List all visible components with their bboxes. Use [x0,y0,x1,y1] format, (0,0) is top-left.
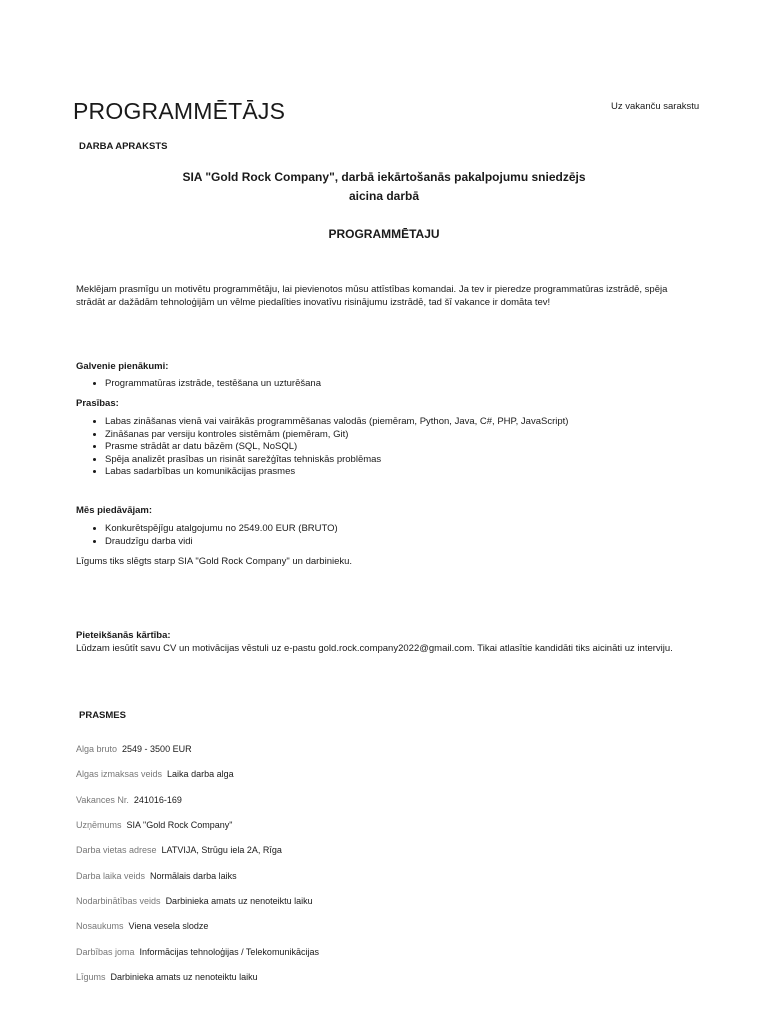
requirement-item: • Prasme strādāt ar datu bāzēm (SQL, NoSQL) [105,441,568,454]
detail-row-salary-type [76,769,234,779]
detail-value: Darbinieka amats uz nenoteiktu laiku [110,972,258,982]
detail-row-workload [76,921,208,931]
detail-value: Informācijas tehnoloģijas / Telekomunikācijas [139,947,319,957]
detail-label: Nodarbinātības veids [76,896,161,906]
detail-label: Alga bruto [76,744,118,754]
detail-row-employment-type [76,896,313,906]
detail-label: Darba vietas adrese [76,845,157,855]
offer-item: • Draudzīgu darba vidi [105,536,338,549]
detail-value: Darbinieka amats uz nenoteiktu laiku [165,896,313,906]
requirement-item: • Spēja analizēt prasības un risināt sarežģītas tehniskās problēmas [105,454,568,467]
duties-list [76,378,321,391]
requirements-label: Prasības: [76,398,119,409]
detail-label: Vakances Nr. [76,795,129,805]
detail-label: Nosaukums [76,921,124,931]
intro-paragraph-line-1: Meklējam prasmīgu un motivētu programmētāju, lai pievienotos mūsu attīstības komandai. Ja tev ir pieredze programmatūras izstrādē, spēja [76,284,668,295]
duty-item: • Programmatūras izstrāde, testēšana un uzturēšana [105,378,321,391]
requirement-item: • Labas zināšanas vienā vai vairākās programmēšanas valodās (piemēram, Python, Java, C#, PHP, JavaScript) [105,416,568,429]
apply-label: Pieteikšanās kārtība: [76,630,171,641]
detail-row-field [76,947,319,957]
detail-row-contract [76,972,258,982]
detail-value: Normālais darba laiks [150,871,237,881]
detail-row-vacancy-number [76,795,182,805]
detail-value: LATVIJA, Strūgu iela 2A, Rīga [161,845,282,855]
detail-row-work-time [76,871,237,881]
detail-row-salary [76,744,192,754]
intro-line-2: aicina darbā [348,189,420,203]
detail-label: Līgums [76,972,106,982]
detail-row-company [76,820,232,830]
skills-heading: PRASMES [79,710,126,721]
detail-value: Viena vesela slodze [128,921,209,931]
detail-label: Darba laika veids [76,871,146,881]
requirement-item: • Labas sadarbības un komunikācijas prasmes [105,466,568,479]
requirements-list [76,416,568,479]
detail-label: Darbības joma [76,947,135,957]
back-to-vacancies-link[interactable]: Uz vakanču sarakstu [611,101,700,112]
detail-row-address [76,845,282,855]
detail-value: 241016-169 [133,795,182,805]
offer-item: • Konkurētspējīgu atalgojumu no 2549.00 EUR (BRUTO) [105,523,338,536]
detail-value: Laika darba alga [167,769,234,779]
page-title: PROGRAMMĒTĀJS [73,98,286,124]
intro-paragraph-line-2: strādāt ar dažādām tehnoloģijām un vēlme piedalīties inovatīvu risinājumu izstrādē, tad šī vakance ir domāta tev! [76,296,551,308]
requirement-item: • Zināšanas par versiju kontroles sistēmām (piemēram, Git) [105,429,568,442]
detail-value: SIA "Gold Rock Company" [126,820,233,830]
apply-text: Lūdzam iesūtīt savu CV un motivācijas vēstuli uz e-pastu gold.rock.company2022@gmail.com. Tikai atlasītie kandidāti tiks aicināti uz interviju. [76,643,673,654]
duties-label: Galvenie pienākumi: [76,361,169,372]
intro-line-1: SIA "Gold Rock Company", darbā iekārtošanās pakalpojumu sniedzējs [182,170,586,184]
detail-label: Algas izmaksas veids [76,769,163,779]
contract-note: Līgums tiks slēgts starp SIA "Gold Rock Company" un darbinieku. [76,556,353,567]
detail-value: 2549 - 3500 EUR [122,744,192,754]
detail-label: Uzņēmums [76,820,122,830]
position-title: PROGRAMMĒTAJU [328,227,440,241]
description-heading: DARBA APRAKSTS [79,141,168,152]
offer-list [76,523,338,548]
intro-paragraph [76,284,696,309]
offer-label: Mēs piedāvājam: [76,505,153,516]
